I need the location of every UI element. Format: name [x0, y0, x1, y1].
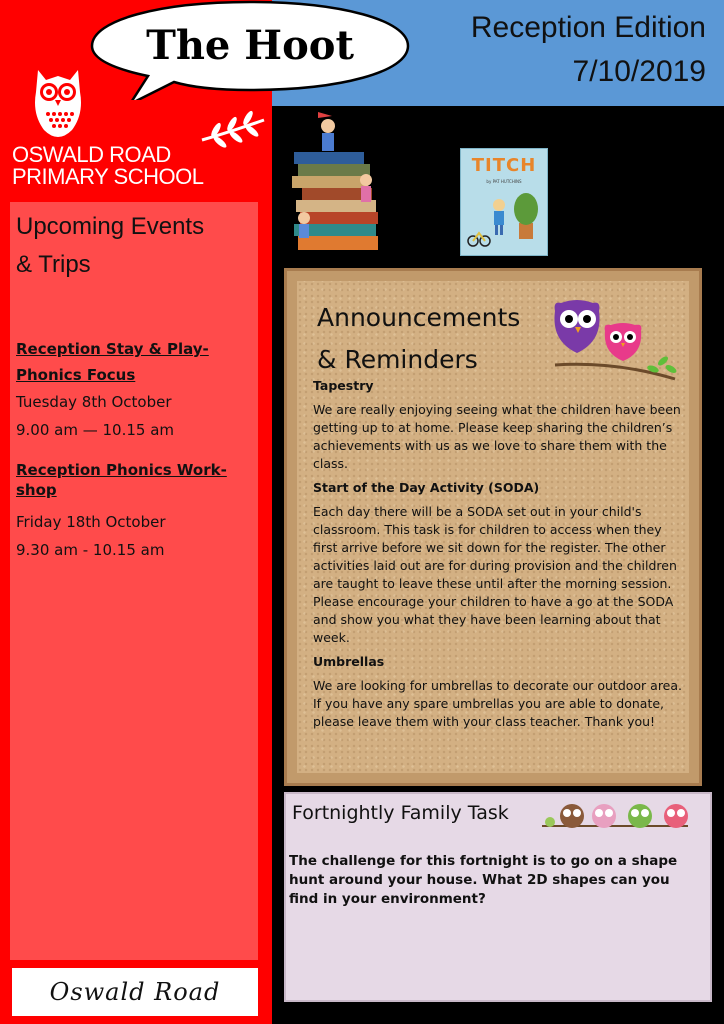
- announcement-heading: Tapestry: [313, 378, 374, 393]
- school-name-line1: OSWALD ROAD: [12, 142, 171, 167]
- left-column: [0, 0, 272, 1024]
- announcements-title: [317, 297, 520, 381]
- announcements-body: [313, 377, 683, 737]
- announcements-title-line2: & Reminders: [317, 345, 478, 374]
- announcement-heading: Start of the Day Activity (SODA): [313, 480, 540, 495]
- owl-logo-icon: [28, 64, 88, 142]
- family-task-text: The challenge for this fortnight is to go on a shape hunt around your house. What 2D shapes can you find in your environment?: [289, 853, 678, 907]
- events-title: [16, 208, 252, 284]
- event-date: Tuesday 8th October: [16, 393, 172, 411]
- event-item: [16, 460, 252, 564]
- owls-row-icon: [538, 798, 694, 832]
- event-item: [16, 336, 252, 444]
- announcement-text: We are looking for umbrellas to decorate our outdoor area. If you have any spare umbrellas you are able to donate, please leave them with your class teacher. Thank you!: [313, 678, 683, 729]
- event-date: Friday 18th October: [16, 513, 166, 531]
- family-task-title: Fortnightly Family Task: [292, 802, 509, 824]
- announcement-text: We are really enjoying seeing what the children have been getting up to at home. Please keep sharing the children’s achievements with us as we love to share them with the class.: [313, 402, 681, 471]
- footer-box: [12, 968, 258, 1016]
- event-name-line1: Reception Phonics Work-: [16, 461, 227, 479]
- branch-icon: [200, 110, 266, 148]
- event-name-line1: Reception Stay & Play-: [16, 340, 209, 358]
- event-name-line2: Phonics Focus: [16, 366, 136, 384]
- newsletter-title: The Hoot: [146, 22, 354, 69]
- events-title-line1: Upcoming Events: [16, 213, 205, 240]
- book-author: by PAT HUTCHINS: [486, 179, 522, 184]
- book-title: TITCH: [471, 155, 537, 176]
- announcements-title-line1: Announcements: [317, 303, 521, 332]
- event-time: 9.00 am — 10.15 am: [16, 421, 175, 439]
- school-name: [12, 144, 203, 188]
- owls-on-branch-icon: [545, 291, 679, 381]
- upcoming-events-panel: [10, 202, 258, 960]
- children-on-books-icon: [288, 112, 388, 258]
- announcement-heading: Umbrellas: [313, 654, 385, 669]
- edition-title: Reception Edition: [470, 11, 706, 44]
- events-title-line2: & Trips: [16, 251, 91, 278]
- book-cover-image: [460, 148, 548, 256]
- book-illustration-icon: [461, 187, 549, 255]
- footer-school-name: Oswald Road: [49, 978, 221, 1006]
- announcements-board: [284, 268, 702, 786]
- event-time: 9.30 am - 10.15 am: [16, 541, 165, 559]
- edition-info: [471, 6, 706, 94]
- event-name-line2: shop: [16, 481, 57, 499]
- announcement-text: Each day there will be a SODA set out in your child's classroom. This task is for children to access when they first arrive before we sit down for the register. The other activities laid out are for during provision and the children are taught to leave these until after the morning session. Please encourage your children to have a go at the SODA and show you what they have been learning about that week.: [313, 504, 677, 645]
- school-name-line2: PRIMARY SCHOOL: [12, 164, 204, 189]
- edition-date: 7/10/2019: [572, 55, 706, 88]
- family-task-box: [284, 792, 712, 1002]
